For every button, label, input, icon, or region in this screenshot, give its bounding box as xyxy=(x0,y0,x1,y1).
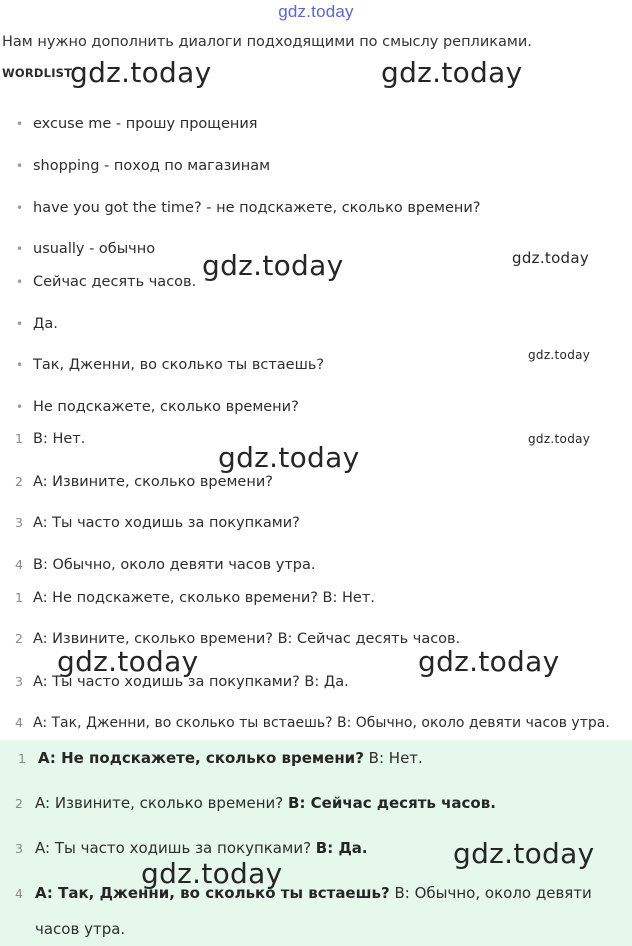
answer-text: B: Обычно, около девяти xyxy=(389,884,592,902)
answer-text: A: Ты часто ходишь за покупками? xyxy=(35,839,316,857)
watermark: gdz.today xyxy=(381,56,523,89)
line-number: 4 xyxy=(15,886,23,901)
list-item xyxy=(16,274,196,290)
answer-text: B: Нет. xyxy=(363,749,423,767)
watermark: gdz.today xyxy=(202,249,344,282)
line-number: 3 xyxy=(15,515,23,530)
list-item-text: Так, Дженни, во сколько ты встаешь? xyxy=(33,357,325,373)
dialogue-line xyxy=(15,557,316,573)
watermark: gdz.today xyxy=(528,432,591,446)
watermark: gdz.today xyxy=(512,249,590,267)
watermark: gdz.today xyxy=(57,645,199,678)
answer-line xyxy=(15,794,496,812)
line-number: 1 xyxy=(15,590,23,605)
list-item-text: Не подскажете, сколько времени? xyxy=(33,399,299,415)
dialogue-text: A: Ты часто ходишь за покупками? xyxy=(33,515,300,531)
answer-bold-text: B: Да. xyxy=(315,839,368,857)
watermark: gdz.today xyxy=(141,857,283,890)
watermark: gdz.today xyxy=(453,837,595,870)
dialogue-line xyxy=(15,590,375,606)
dialogue-text: A: Извините, сколько времени? xyxy=(33,474,273,490)
dialogue-text: A: Так, Дженни, во сколько ты встаешь? B: Обычно, около девяти часов утра. xyxy=(33,715,610,731)
dialogue-text: A: Извините, сколько времени? B: Сейчас десять часов. xyxy=(33,631,461,647)
line-number: 2 xyxy=(15,796,23,811)
answer-line-continuation: часов утра. xyxy=(35,920,126,938)
dialogue-line xyxy=(15,715,610,731)
bullet-icon: • xyxy=(16,317,24,331)
watermark: gdz.today xyxy=(70,56,212,89)
list-item-text: Сейчас десять часов. xyxy=(33,274,197,290)
dialogue-line xyxy=(15,431,85,447)
dialogue-line xyxy=(15,474,273,490)
answer-line xyxy=(15,839,368,857)
dialogue-text: B: Обычно, около девяти часов утра. xyxy=(33,557,316,573)
dialogue-line xyxy=(15,515,300,531)
answer-bold-text: A: Так, Дженни, во сколько ты встаешь? xyxy=(35,884,390,902)
watermark: gdz.today xyxy=(218,441,360,474)
list-item xyxy=(16,200,480,216)
line-number: 4 xyxy=(15,715,23,730)
bullet-icon: • xyxy=(16,275,24,289)
line-number: 1 xyxy=(18,751,26,766)
list-item-text: have you got the time? - не подскажете, сколько времени? xyxy=(33,200,481,216)
bullet-icon: • xyxy=(16,159,24,173)
site-logo[interactable]: gdz.today xyxy=(278,2,354,21)
dialogue-text: A: Не подскажете, сколько времени? B: Нет. xyxy=(33,590,375,606)
line-number: 1 xyxy=(15,431,23,446)
answer-text: A: Извините, сколько времени? xyxy=(35,794,289,812)
answer-bold-text: B: Сейчас десять часов. xyxy=(288,794,496,812)
task-instruction: Нам нужно дополнить диалоги подходящими по смыслу репликами. xyxy=(2,34,532,50)
list-item xyxy=(16,241,155,257)
bullet-icon: • xyxy=(16,400,24,414)
line-number: 2 xyxy=(15,631,23,646)
answer-line xyxy=(18,749,423,767)
list-item xyxy=(16,316,58,332)
list-item-text: shopping - поход по магазинам xyxy=(33,158,271,174)
list-item xyxy=(16,116,258,132)
bullet-icon: • xyxy=(16,358,24,372)
dialogue-text: B: Нет. xyxy=(33,431,86,447)
wordlist-heading: WORDLIST xyxy=(2,66,73,80)
answer-line xyxy=(15,884,592,902)
dialogue-text: A: Ты часто ходишь за покупками? B: Да. xyxy=(33,674,349,690)
line-number: 3 xyxy=(15,674,23,689)
line-number: 3 xyxy=(15,841,23,856)
list-item-text: excuse me - прошу прощения xyxy=(33,116,258,132)
list-item-text: usually - обычно xyxy=(33,241,156,257)
bullet-icon: • xyxy=(16,201,24,215)
list-item xyxy=(16,158,270,174)
list-item-text: Да. xyxy=(33,316,58,332)
watermark: gdz.today xyxy=(528,348,591,362)
answer-bold-text: A: Не подскажете, сколько времени? xyxy=(38,749,364,767)
bullet-icon: • xyxy=(16,242,24,256)
bullet-icon: • xyxy=(16,117,24,131)
list-item xyxy=(16,357,324,373)
line-number: 2 xyxy=(15,474,23,489)
watermark: gdz.today xyxy=(418,645,560,678)
list-item xyxy=(16,399,299,415)
line-number: 4 xyxy=(15,557,23,572)
